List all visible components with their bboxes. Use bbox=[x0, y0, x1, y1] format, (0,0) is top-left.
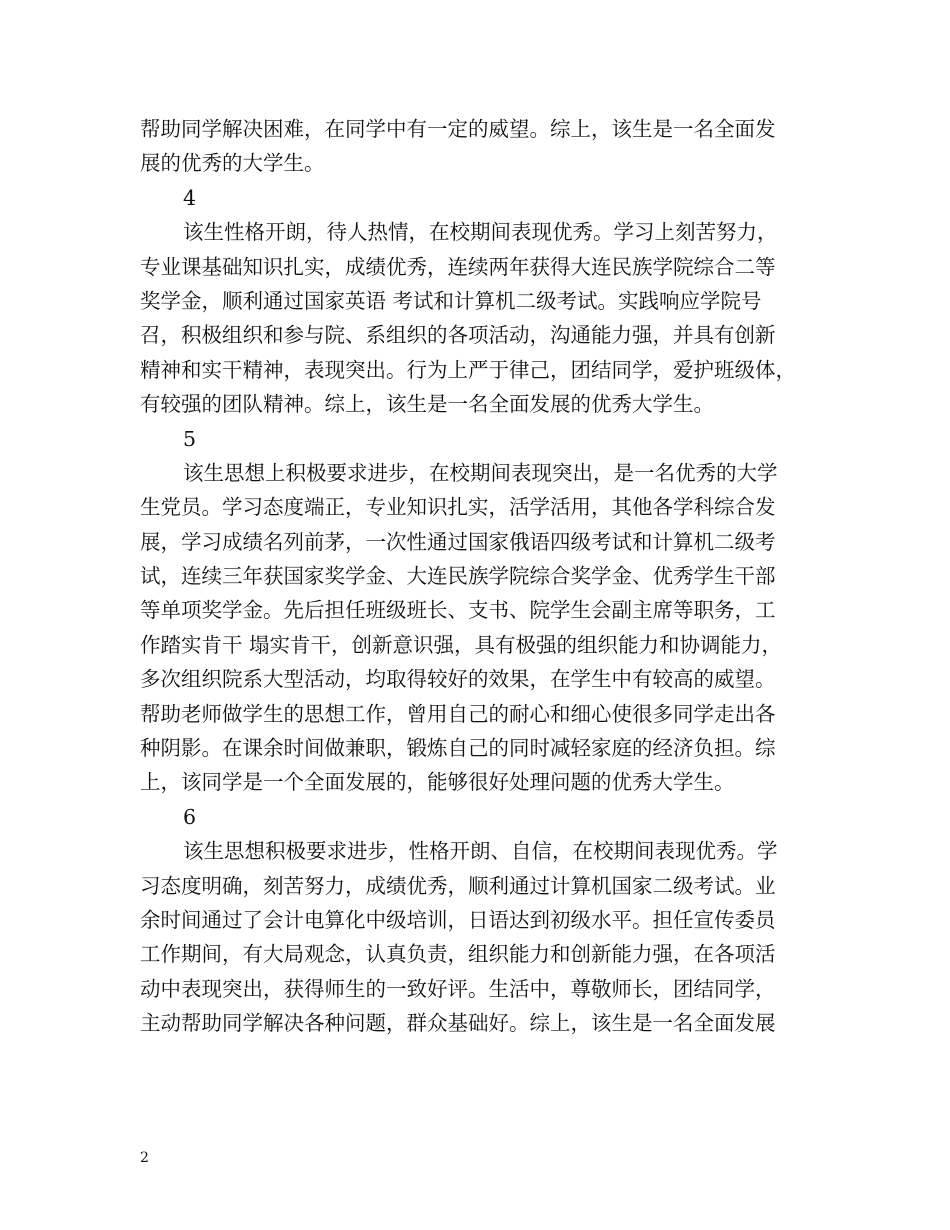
text-line: 主动帮助同学解决各种问题，群众基础好。综上，该生是一名全面发展 bbox=[140, 1011, 776, 1036]
text-line: 多次组织院系大型活动，均取得较好的效果，在学生中有较高的威望。 bbox=[140, 667, 776, 692]
section-number: 5 bbox=[183, 426, 197, 451]
paragraph-first-line: 该生思想上积极要求进步，在校期间表现突出，是一名优秀的大学 bbox=[183, 460, 778, 485]
text-line: 展，学习成绩名列前茅，一次性通过国家俄语四级考试和计算机二级考 bbox=[140, 529, 776, 554]
text-line: 召，积极组织和参与院、系组织的各项活动，沟通能力强，并具有创新 bbox=[140, 323, 776, 348]
text-line: 作踏实肯干 塌实肯干，创新意识强，具有极强的组织能力和协调能力， bbox=[140, 632, 783, 657]
text-line: 生党员。学习态度端正，专业知识扎实，活学活用，其他各学科综合发 bbox=[140, 495, 776, 520]
section-number: 4 bbox=[183, 185, 197, 210]
paragraph-first-line: 该生思想积极要求进步，性格开朗、自信，在校期间表现优秀。学 bbox=[183, 839, 778, 864]
paragraph-first-line: 该生性格开朗，待人热情，在校期间表现优秀。学习上刻苦努力， bbox=[183, 220, 778, 245]
text-line: 试，连续三年获国家奖学金、大连民族学院综合奖学金、优秀学生干部 bbox=[140, 564, 776, 589]
body-text bbox=[140, 112, 820, 1041]
text-line: 动中表现突出，获得师生的一致好评。生活中，尊敬师长，团结同学， bbox=[140, 976, 776, 1001]
text-line: 工作期间，有大局观念，认真负责，组织能力和创新能力强，在各项活 bbox=[140, 942, 776, 967]
text-line: 等单项奖学金。先后担任班级班长、支书、院学生会副主席等职务，工 bbox=[140, 598, 776, 623]
text-line: 专业课基础知识扎实，成绩优秀，连续两年获得大连民族学院综合二等 bbox=[140, 254, 776, 279]
text-line: 习态度明确，刻苦努力，成绩优秀，顺利通过计算机国家二级考试。业 bbox=[140, 873, 776, 898]
text-line: 奖学金，顺利通过国家英语 考试和计算机二级考试。实践响应学院号 bbox=[140, 288, 762, 313]
text-line: 余时间通过了会计电算化中级培训，日语达到初级水平。担任宣传委员 bbox=[140, 907, 776, 932]
page-number: 2 bbox=[140, 1150, 149, 1166]
text-line: 种阴影。在课余时间做兼职，锻炼自己的同时减轻家庭的经济负担。综 bbox=[140, 736, 776, 761]
section-number: 6 bbox=[183, 804, 197, 829]
text-line: 上，该同学是一个全面发展的，能够很好处理问题的优秀大学生。 bbox=[140, 770, 735, 795]
text-line: 帮助老师做学生的思想工作，曾用自己的耐心和细心使很多同学走出各 bbox=[140, 701, 776, 726]
text-line: 展的优秀的大学生。 bbox=[140, 151, 325, 176]
text-line: 有较强的团队精神。综上，该生是一名全面发展的优秀大学生。 bbox=[140, 392, 714, 417]
text-line: 精神和实干精神，表现突出。行为上严于律己，团结同学，爱护班级体， bbox=[140, 357, 796, 382]
text-line: 帮助同学解决困难，在同学中有一定的威望。综上，该生是一名全面发 bbox=[140, 117, 776, 141]
